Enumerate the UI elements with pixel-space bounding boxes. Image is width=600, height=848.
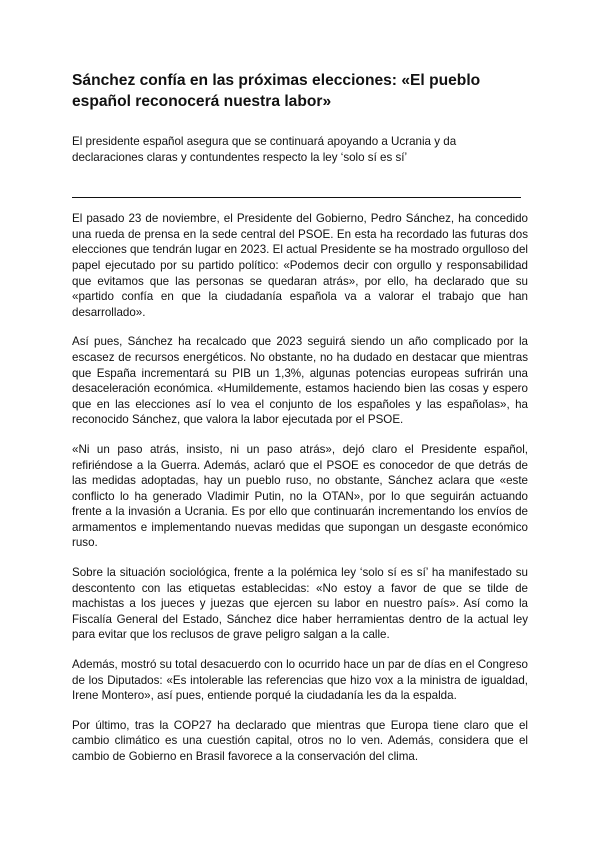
- paragraph-4: Sobre la situación sociológica, frente a la polémica ley ‘solo sí es sí’ ha manifestado su descontento con las etiquetas establecidas: «No estoy a favor de que se tilde de machistas a los jueces y juezas que ejercen su labor en nuestro país». Así como la Fiscalía General del Estado, Sánchez dice haber herramientas dentro de la actual ley para evitar que los reclusos de grave peligro salgan a la calle.: [72, 566, 528, 642]
- article-subtitle: El presidente español asegura que se continuará apoyando a Ucrania y da declaraciones claras y contundentes respecto la ley ‘solo sí es sí’: [72, 135, 457, 164]
- paragraph-5: Además, mostró su total desacuerdo con lo ocurrido hace un par de días en el Congreso de los Diputados: «Es intolerable las referencias que hizo vox a la ministra de igualdad, Irene Montero», así pues, entiende porqué la ciudadanía les da la espalda.: [72, 658, 528, 703]
- paragraph-1: El pasado 23 de noviembre, el Presidente del Gobierno, Pedro Sánchez, ha concedido una rueda de prensa en la sede central del PSOE. En esta ha recordado las futuras dos elecciones que tendrán lugar en 2023. El actual Presidente se ha mostrado orgulloso del papel ejecutado por su partido político: «Podemos decir con orgullo y responsabilidad que evitamos que las personas se quedaran atrás», por ello, ha declarado que su «partido confía en que la ciudadanía española va a valorar el trabajo que han desarrollado».: [72, 212, 528, 319]
- separator-line: [72, 182, 521, 198]
- paragraph-3: «Ni un paso atrás, insisto, ni un paso atrás», dejó claro el Presidente español, refiriéndose a la Guerra. Además, aclaró que el PSOE es conocedor de que detrás de las medidas adoptadas, hay un pueblo ruso, no obstante, Sánchez aclara que «este conflicto lo ha generado Vladimir Putin, no la OTAN», por lo que seguirán actuando frente a la invasión a Ucrania. Es por ello que continuarán incrementando los envíos de armamentos e implementando nuevas medidas que supongan un desgaste económico ruso.: [72, 442, 528, 550]
- document-page: [72, 70, 528, 765]
- paragraph-6: Por último, tras la COP27 ha declarado que mientras que Europa tiene claro que el cambio climático es una cuestión capital, otros no lo ven. Además, considera que el cambio de Gobierno en Brasil favorece a la conservación del clima.: [72, 718, 528, 763]
- paragraph-2: Así pues, Sánchez ha recalcado que 2023 seguirá siendo un año complicado por la escasez de recursos energéticos. No obstante, no ha dudado en destacar que mientras que España incrementará su PIB un 1,3%, algunas potencias europeas sufrirán una desaceleración económica. «Humildemente, estamos haciendo bien las cosas y espero que en las elecciones así lo vea el conjunto de los españoles y las españolas», ha reconocido Sánchez, que valora la labor ejecutada por el PSOE.: [72, 335, 528, 427]
- article-headline: Sánchez confía en las próximas elecciones: «El pueblo español reconocerá nuestra labor»: [72, 72, 481, 110]
